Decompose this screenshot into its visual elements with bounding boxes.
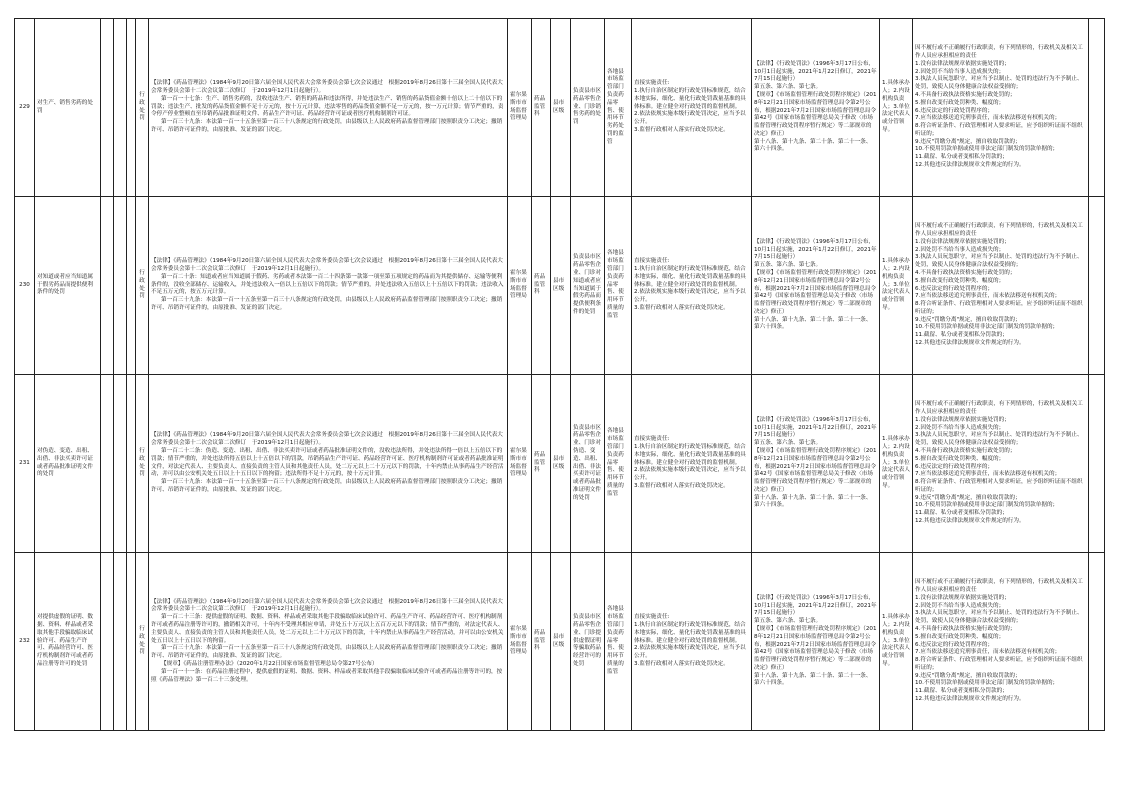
acc-line: 3.执法人员玩忽职守，对应当予以制止、处罚的违法行为不予制止、处罚，致使人民身体健康合法权益受损的； (915, 432, 1083, 447)
acc-line: 10.不使用罚款单据或使用非法定部门制发的罚款单据的； (915, 146, 1059, 153)
law-line: 【规章】《市场监督管理行政处罚程序规定》（2018年12月21日国家市场监督管理总局令第2号公布，根据2021年7月2日国家市场监督管理总局令第42号《国家市场监督管理总局关于修改〈市场监督管理行政处罚程序暂行规定〉等二部规章的决定》修正） (754, 91, 877, 137)
law-line: 第十八条、第十九条、第二十条、第二十一条、第六十四条。 (754, 672, 872, 687)
basis-line: 第一百二十条：知道或者应当知道属于假药、劣药或者本法第一百二十四条第一款第一项至第五项规定的药品而为其提供储存、运输等便利条件的，没收全部储存、运输收入，并处违法收入一倍以上五倍以下的罚款；情节严重的，并处违法收入五倍以上十五倍以下的罚款；违法收入不足五万元的，按五万元计算。 (151, 273, 504, 296)
basis-line: 第一百二十三条：提供虚假的证明、数据、资料、样品或者采取其他手段骗取临床试验许可、药品生产许可、药品经营许可、医疗机构制剂许可或者药品注册等许可的，撤销相关许可，十年内不受理其相应申请，并处五十万元以上五百万元以下的罚款；情节严重的，对法定代表人、主要负责人、直接负责的主管人员和其他责任人员，处二万元以上二十万元以下的罚款，十年内禁止从事药品生产经营活动，并可以由公安机关处五日以上十五日以下的拘留。 (151, 614, 504, 644)
acc-line: 2.因处罚不当给当事人造成损失的； (915, 602, 1005, 609)
responsibility-detail (632, 553, 752, 731)
law-line: 第十八条、第十九条、第二十条、第二十一条、第六十四条。 (754, 138, 872, 153)
legal-basis (149, 553, 508, 731)
acc-line: 12.其他违反法律法规规章文件规定的行为。 (915, 518, 1025, 525)
empty-cell (114, 19, 127, 197)
accountability-list (913, 19, 1089, 197)
acc-line: 9.违反"罚缴分离"规定，擅自收取罚款的； (915, 494, 1021, 501)
acc-line: 因不履行或不正确履行行政职责，有下列情形的，行政机关及相关工作人员应承担相应的责任 (915, 223, 1083, 237)
responsibility-owner: 各地县市场监管部门负责药品零售、使用环节劣药处罚的监管 (605, 19, 632, 197)
acc-line: 11.截留、私分或者变相私分罚款的； (915, 510, 1008, 517)
law-line: 【法律】《行政处罚法》（1996年3月17日公布，10月1日起实施，2021年1月22日修订，2021年7月15日起施行） (754, 60, 877, 83)
detail-line: 3.监督行政相对人落实行政处罚决定。 (634, 482, 729, 489)
basis-line: 第一百三十九条：本法第一百一十五条至第一百三十八条规定的行政处罚，由县级以上人民政府药品监督管理部门按照职责分工决定；撤销许可、吊销许可证件的，由原批准、发证的部门决定。 (151, 119, 503, 133)
jurisdiction-level: 县市区级 (551, 375, 571, 553)
responsible-unit: 药品监管科 (532, 553, 551, 731)
empty-cell (101, 553, 114, 731)
empty-cell (127, 553, 136, 731)
law-line: 【规章】《市场监督管理行政处罚程序规定》（2018年12月21日国家市场监督管理总局令第2号公布，根据2021年7月2日国家市场监督管理总局令第42号《国家市场监督管理总局关于修改〈市场监督管理行政处罚程序暂行规定〉等二部规章的决定》修正） (754, 269, 877, 315)
basis-line: 第一百三十九条：本法第一百一十五条至第一百三十八条规定的行政处罚，由县级以上人民政府药品监督管理部门按照职责分工决定；撤销许可、吊销许可证件的，由原批准、发证的部门决定。 (151, 479, 503, 493)
acc-line: 5.擅自改变行政处罚种类、幅度的； (915, 633, 1005, 640)
row-number: 229 (15, 19, 35, 197)
acc-line: 9.违反"罚缴分离"规定，擅自收取罚款的； (915, 138, 1021, 145)
acc-line: 4.不具备行政执法资格实施行政处罚的； (915, 447, 1016, 454)
law-line: 【规章】《市场监督管理行政处罚程序规定》（2018年12月21日国家市场监督管理总局令第2号公布，根据2021年7月2日国家市场监督管理总局令第42号《国家市场监督管理总局关于修改〈市场监督管理行政处罚程序暂行规定〉等二部规章的决定》修正） (754, 625, 877, 671)
acc-line: 10.不使用罚款单据或使用非法定部门制发的罚款单据的； (915, 680, 1059, 687)
detail-line: 1.执行自治区制定的行政处罚标准规范，结合本地实际，细化、量化行政处罚裁量基准的具体标准。建立健全对行政处罚的监督机制。 (634, 266, 746, 288)
item-name: 对生产、销售劣药的处罚 (35, 19, 101, 197)
acc-line: 5.擅自改变行政处罚种类、幅度的； (915, 277, 1005, 284)
acc-line: 8.符合听证条件、行政管理相对人要求听证，应予组织听证而不组织听证的； (915, 123, 1083, 137)
detail-line: 直接实施责任: (634, 436, 670, 443)
acc-line: 1.没有法律法规规章依据实施处罚的； (915, 594, 1010, 601)
law-line: 【法律】《行政处罚法》（1996年3月17日公布，10月1日起实施，2021年1月22日修订，2021年7月15日起施行） (754, 238, 877, 261)
acc-line: 11.截留、私分或者变相私分罚款的； (915, 332, 1008, 339)
acc-line: 5.擅自改变行政处罚种类、幅度的； (915, 99, 1005, 106)
item-type: 行政处罚 (136, 19, 149, 197)
responsible-persons: 1.具体承办人；2.内设机构负责人；3.单位法定代表人或分管领导。 (880, 19, 913, 197)
duty-scope: 负责县市区药品零售企业、门诊提供虚假证明等骗取药品经营许可的处罚 (571, 553, 605, 731)
responsible-persons: 1.具体承办人；2.内设机构负责人；3.单位法定代表人或分管领导。 (880, 197, 913, 375)
basis-line: 第一百一十一条：在药品注册过程中，提供虚假的证明、数据、资料、样品或者采取其他手段骗取临床试验许可或者药品注册等许可的，按照《药品管理法》第一百二十三条处理。 (151, 668, 503, 683)
responsibility-law (752, 197, 880, 375)
table-row (15, 553, 1105, 731)
responsibility-law (752, 375, 880, 553)
acc-line: 12.其他违反法律法规规章文件规定的行为。 (915, 340, 1025, 347)
acc-line: 8.符合听证条件、行政管理相对人要求听证，应予组织听证而不组织听证的； (915, 657, 1083, 671)
acc-line: 9.违反"罚缴分离"规定，擅自收取罚款的； (915, 672, 1021, 679)
basis-line: 第一百三十九条：本法第一百一十五条至第一百三十八条规定的行政处罚，由县级以上人民政府药品监督管理部门按照职责分工决定；撤销许可、吊销许可证件的，由原批准、发证的部门决定。 (151, 297, 503, 311)
acc-line: 1.没有法律法规规章依据实施处罚的； (915, 416, 1010, 423)
remarks-cell (1089, 19, 1105, 197)
item-name: 对伪造、变造、出租、出借、非法买卖许可证或者药品批准证明文件的处罚 (35, 375, 101, 553)
responsibility-law (752, 553, 880, 731)
jurisdiction-level: 县市区级 (551, 197, 571, 375)
acc-line: 10.不使用罚款单据或使用非法定部门制发的罚款单据的； (915, 502, 1059, 509)
acc-line: 6.违反法定的行政处罚程序的； (915, 107, 994, 114)
accountability-list (913, 553, 1089, 731)
acc-line: 2.因处罚不当给当事人造成损失的； (915, 246, 1005, 253)
basis-line: 第一百一十七条：生产、销售劣药的，没收违法生产、销售的药品和违法所得，并处违法生产、销售的药品货值金额十倍以上二十倍以下的罚款；违法生产、批发的药品货值金额不足十万元的，按十万元计算，违法零售的药品货值金额不足一万元的，按一万元计算；情节严重的，责令停产停业整顿直至吊销药品批准证明文件、药品生产许可证、药品经营许可证或者医疗机构制剂许可证。 (151, 95, 504, 118)
empty-cell (127, 197, 136, 375)
empty-cell (114, 197, 127, 375)
detail-line: 2.依法依规实施本级行政处罚决定，应当予以公开。 (634, 289, 746, 304)
detail-line: 直接实施责任: (634, 258, 670, 265)
acc-line: 12.其他违反法律法规规章文件规定的行为。 (915, 162, 1025, 169)
acc-line: 3.执法人员玩忽职守，对应当予以制止、处罚的违法行为不予制止、处罚，致使人民身体健康合法权益受损的； (915, 254, 1083, 269)
basis-line: 【法律】《药品管理法》（1984年9月20日第六届全国人民代表大会常务委员会第七次会议通过 根据2019年8月26日第十三届全国人民代表大会常务委员会第十二次会议第二次修订 于2019年12月1日起施行）。 (151, 80, 503, 94)
item-type: 行政处罚 (136, 197, 149, 375)
responsibility-owner: 各地县市场监管部门负责药品零售、使用环节质量的监管 (605, 553, 632, 731)
duty-scope: 负责县市区药品零售企业、门诊对知道或者应当知道属于假劣药品而提供便利条件的处罚 (571, 197, 605, 375)
empty-cell (127, 375, 136, 553)
law-line: 【法律】《行政处罚法》（1996年3月17日公布，10月1日起实施，2021年1月22日修订，2021年7月15日起施行） (754, 416, 877, 439)
acc-line: 10.不使用罚款单据或使用非法定部门制发的罚款单据的； (915, 324, 1059, 331)
basis-line: 【法律】《药品管理法》（1984年9月20日第六届全国人民代表大会常务委员会第七次会议通过 根据2019年8月26日第十三届全国人民代表大会常务委员会第十二次会议第二次修订 于2019年12月1日起施行）。 (151, 598, 503, 613)
acc-line: 4.不具备行政执法资格实施行政处罚的； (915, 269, 1016, 276)
responsible-unit: 药品监管科 (532, 197, 551, 375)
item-type: 行政处罚 (136, 375, 149, 553)
responsible-unit: 药品监管科 (532, 375, 551, 553)
responsibility-table (14, 18, 1105, 731)
acc-line: 因不履行或不正确履行行政职责，有下列情形的，行政机关及相关工作人员应承担相应的责任 (915, 401, 1083, 415)
detail-line: 3.监督行政相对人落实行政处罚决定。 (634, 304, 729, 311)
implementing-department: 霍尔果斯市市场监督管理局 (508, 197, 532, 375)
implementing-department: 霍尔果斯市市场监督管理局 (508, 375, 532, 553)
acc-line: 7.应当依法移送追究刑事责任，而未依法移送有权机关的； (915, 115, 1061, 122)
detail-line: 3.监督行政相对人落实行政处罚决定。 (634, 126, 729, 133)
row-number: 232 (15, 553, 35, 731)
law-line: 第五条、第六条、第七条。 (754, 440, 822, 447)
acc-line: 5.擅自改变行政处罚种类、幅度的； (915, 455, 1005, 462)
detail-line: 1.执行自治区制定的行政处罚标准规范，结合本地实际，细化、量化行政处罚裁量基准的具体标准。建立健全对行政处罚的监督机制。 (634, 88, 746, 110)
jurisdiction-level: 县市区级 (551, 19, 571, 197)
acc-line: 3.执法人员玩忽职守，对应当予以制止、处罚的违法行为不予制止、处罚，致使人民身体健康合法权益受损的； (915, 76, 1083, 91)
basis-line: 【法律】《药品管理法》（1984年9月20日第六届全国人民代表大会常务委员会第七次会议通过 根据2019年8月26日第十三届全国人民代表大会常务委员会第十二次会议第二次修订 于2019年12月1日起施行）。 (151, 258, 503, 272)
responsibility-detail (632, 197, 752, 375)
item-type: 行政处罚 (136, 553, 149, 731)
detail-line: 2.依法依规实施本级行政处罚决定，应当予以公开。 (634, 645, 746, 660)
responsible-persons: 1.具体承办人；2.内设机构负责人；3.单位法定代表人或分管领导。 (880, 375, 913, 553)
acc-line: 因不履行或不正确履行行政职责，有下列情形的，行政机关及相关工作人员应承担相应的责任 (915, 45, 1083, 59)
item-name: 对知道或者应当知道属于假劣药品而提供便利条件的处罚 (35, 197, 101, 375)
responsible-persons: 1.具体承办人；2.内设机构负责人；3.单位法定代表人或分管领导。 (880, 553, 913, 731)
law-line: 第十八条、第十九条、第二十条、第二十一条、第六十四条。 (754, 316, 872, 331)
remarks-cell (1089, 553, 1105, 731)
table-row (15, 375, 1105, 553)
acc-line: 12.其他违反法律法规规章文件规定的行为。 (915, 696, 1025, 703)
detail-line: 3.监督行政相对人落实行政处罚决定。 (634, 660, 729, 667)
detail-line: 直接实施责任: (634, 614, 670, 621)
empty-cell (114, 375, 127, 553)
basis-line: 【规章】《药品注册管理办法》（2020年1月22日国家市场监督管理总局令第27号公布） (161, 660, 378, 667)
empty-cell (127, 19, 136, 197)
item-name: 对提供虚假的证明、数据、资料、样品或者采取其他手段骗取临床试验许可、药品生产许可、药品经营许可、医疗机构制剂许可或者药品注册等许可的处罚 (35, 553, 101, 731)
law-line: 【法律】《行政处罚法》（1996年3月17日公布，10月1日起实施，2021年1月22日修订，2021年7月15日起施行） (754, 594, 877, 617)
implementing-department: 霍尔果斯市市场监督管理局 (508, 19, 532, 197)
responsibility-law (752, 19, 880, 197)
responsible-unit: 药品监管科 (532, 19, 551, 197)
acc-line: 4.不具备行政执法资格实施行政处罚的； (915, 625, 1016, 632)
acc-line: 11.截留、私分或者变相私分罚款的； (915, 154, 1008, 161)
acc-line: 2.因处罚不当给当事人造成损失的； (915, 68, 1005, 75)
acc-line: 6.违反法定的行政处罚程序的； (915, 285, 994, 292)
basis-line: 第一百三十九条：本法第一百一十五条至第一百三十八条规定的行政处罚，由县级以上人民政府药品监督管理部门按照职责分工决定；撤销许可、吊销许可证件的，由原批准、发证的部门决定。 (151, 645, 503, 660)
table-row (15, 197, 1105, 375)
acc-line: 7.应当依法移送追究刑事责任，而未依法移送有权机关的； (915, 293, 1061, 300)
responsibility-owner: 各地县市场监管部门负责药品零售、使用环节质量的监管 (605, 197, 632, 375)
empty-cell (101, 375, 114, 553)
accountability-list (913, 197, 1089, 375)
acc-line: 7.应当依法移送追究刑事责任，而未依法移送有权机关的； (915, 471, 1061, 478)
acc-line: 9.违反"罚缴分离"规定，擅自收取罚款的； (915, 316, 1021, 323)
basis-line: 【法律】《药品管理法》（1984年9月20日第六届全国人民代表大会常务委员会第七次会议通过 根据2019年8月26日第十三届全国人民代表大会常务委员会第十二次会议第二次修订 于2019年12月1日起施行）。 (151, 432, 503, 447)
table-row (15, 19, 1105, 197)
implementing-department: 霍尔果斯市市场监督管理局 (508, 553, 532, 731)
law-line: 第五条、第六条、第七条。 (754, 262, 822, 269)
acc-line: 3.执法人员玩忽职守，对应当予以制止、处罚的违法行为不予制止、处罚，致使人民身体健康合法权益受损的； (915, 610, 1083, 625)
acc-line: 1.没有法律法规规章依据实施处罚的； (915, 238, 1010, 245)
detail-line: 1.执行自治区制定的行政处罚标准规范，结合本地实际，细化、量化行政处罚裁量基准的具体标准。建立健全对行政处罚的监督机制。 (634, 444, 746, 466)
acc-line: 4.不具备行政执法资格实施行政处罚的； (915, 91, 1016, 98)
detail-line: 2.依法依规实施本级行政处罚决定，应当予以公开。 (634, 467, 746, 482)
law-line: 第五条、第六条、第七条。 (754, 618, 822, 625)
duty-scope: 负责县市区药品零售企业、门诊对伪造、变造、出租、出借、非法买卖许可证或者药品批准证明文件的处罚 (571, 375, 605, 553)
row-number: 230 (15, 197, 35, 375)
remarks-cell (1089, 375, 1105, 553)
acc-line: 11.截留、私分或者变相私分罚款的； (915, 688, 1008, 695)
acc-line: 2.因处罚不当给当事人造成损失的； (915, 424, 1005, 431)
acc-line: 8.符合听证条件、行政管理相对人要求听证，应予组织听证而不组织听证的； (915, 479, 1083, 493)
legal-basis (149, 19, 508, 197)
law-line: 第五条、第六条、第七条。 (754, 84, 822, 91)
detail-line: 直接实施责任: (634, 80, 670, 87)
law-line: 【规章】《市场监督管理行政处罚程序规定》（2018年12月21日国家市场监督管理总局令第2号公布，根据2021年7月2日国家市场监督管理总局令第42号《国家市场监督管理总局关于修改〈市场监督管理行政处罚程序暂行规定〉等二部规章的决定》修正） (754, 447, 877, 493)
legal-basis (149, 197, 508, 375)
responsibility-detail (632, 375, 752, 553)
acc-line: 6.违反法定的行政处罚程序的； (915, 463, 994, 470)
accountability-list (913, 375, 1089, 553)
acc-line: 1.没有法律法规规章依据实施处罚的； (915, 60, 1010, 67)
duty-scope: 负责县市区药品零售企业、门诊销售劣药的处罚 (571, 19, 605, 197)
row-number: 231 (15, 375, 35, 553)
remarks-cell (1089, 197, 1105, 375)
empty-cell (101, 19, 114, 197)
responsibility-detail (632, 19, 752, 197)
basis-line: 第一百二十二条：伪造、变造、出租、出借、非法买卖许可证或者药品批准证明文件的，没收违法所得，并处违法所得一倍以上五倍以下的罚款；情节严重的，并处违法所得五倍以上十五倍以下的罚款，吊销药品生产许可证、药品经营许可证、医疗机构制剂许可证或者药品批准证明文件，对法定代表人、主要负责人、直接负责的主管人员和其他责任人员，处二万元以上二十万元以下的罚款，十年内禁止从事药品生产经营活动，并可以由公安机关处五日以上十五日以下的拘留；违法所得不足十万元的，按十万元计算。 (151, 447, 504, 478)
empty-cell (101, 197, 114, 375)
empty-cell (114, 553, 127, 731)
detail-line: 1.执行自治区制定的行政处罚标准规范，结合本地实际，细化、量化行政处罚裁量基准的具体标准。建立健全对行政处罚的监督机制。 (634, 622, 746, 644)
acc-line: 8.符合听证条件、行政管理相对人要求听证，应予组织听证而不组织听证的； (915, 301, 1083, 315)
detail-line: 2.依法依规实施本级行政处罚决定，应当予以公开。 (634, 111, 746, 126)
jurisdiction-level: 县市区级 (551, 553, 571, 731)
acc-line: 因不履行或不正确履行行政职责，有下列情形的，行政机关及相关工作人员应承担相应的责任 (915, 579, 1083, 593)
acc-line: 6.违反法定的行政处罚程序的； (915, 641, 994, 648)
responsibility-owner: 各地县市场监管部门负责药品零售、使用环节质量的监管 (605, 375, 632, 553)
acc-line: 7.应当依法移送追究刑事责任，而未依法移送有权机关的； (915, 649, 1061, 656)
legal-basis (149, 375, 508, 553)
law-line: 第十八条、第十九条、第二十条、第二十一条、第六十四条。 (754, 494, 872, 509)
